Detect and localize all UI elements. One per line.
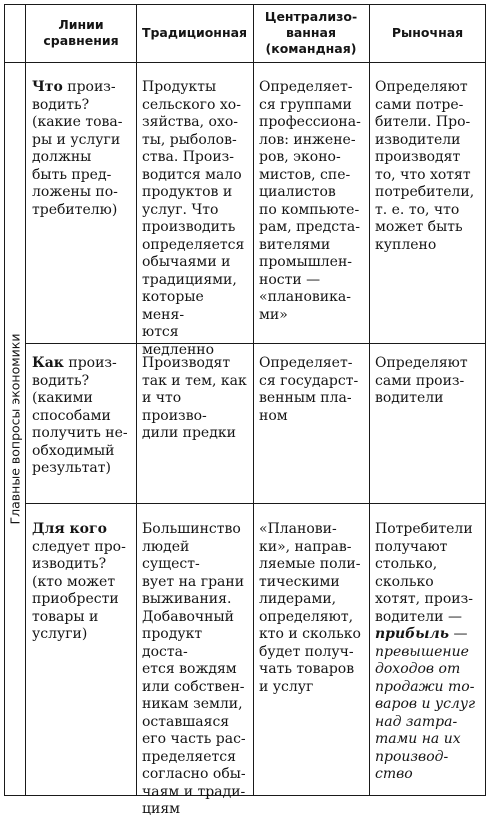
row-how-traditional: Производят так и тем, как и что произво- дили предки bbox=[142, 355, 247, 441]
row-how-command: Определяет- ся государст- венным пла- ном bbox=[259, 355, 359, 424]
market-plain-text: Потребители получают столько, сколько хотят, произ- водители — bbox=[375, 521, 473, 625]
row-what-question bbox=[26, 73, 136, 223]
row-whom-traditional: Большинство людей сущест- вует на грани выживания. Добавочный продукт доста- ется вождям или собствен- никам земли, оставшаяся его часть рас- пределяется согласно обы- чаям и тради- циям bbox=[142, 521, 246, 817]
row-how-market: Определяют сами произ- водители bbox=[375, 355, 468, 406]
question-keyword: Для кого bbox=[32, 521, 107, 537]
header-command: Централизо- ванная (командная) bbox=[264, 9, 358, 56]
header-comparison-lines: Линии сравнения bbox=[43, 17, 119, 48]
row-whom-question bbox=[26, 515, 136, 648]
header-market: Рыночная bbox=[391, 25, 464, 40]
side-label-cell bbox=[5, 63, 26, 795]
comparison-table bbox=[4, 4, 486, 817]
row-how-question bbox=[26, 349, 136, 482]
header-traditional: Традиционная bbox=[141, 25, 248, 40]
row-what-traditional: Продукты сельского хо- зяйства, охо- ты, рыболов- ства. Произ- водится мало продуктов и услуг. Что производить определяется обычаями и традициями, которые меня- ются медленно bbox=[142, 79, 245, 358]
row-whom-market bbox=[369, 515, 486, 788]
profit-definition: превышение доходов от продажи то- варов и услуг над затра- тами на их производ- ство bbox=[375, 643, 476, 782]
question-keyword: Что bbox=[32, 79, 63, 95]
row-whom-command: «Планови- ки», направ- ляемые поли- тическими лидерами, определяют, кто и сколько будет получ- чать товаров и услуг bbox=[259, 521, 361, 695]
profit-dash: — bbox=[449, 626, 468, 642]
row-divider bbox=[26, 343, 485, 344]
table-header bbox=[5, 5, 485, 63]
side-label: Главные вопросы экономики bbox=[7, 333, 23, 525]
column-divider bbox=[25, 5, 26, 63]
row-what-market: Определяют сами потре- бители. Про- изводители производят то, что хотят потребители, т. е. то, что может быть куплено bbox=[375, 79, 475, 253]
question-keyword: Как bbox=[32, 355, 64, 371]
row-what-command: Определяет- ся группами профессиона- лов: инжене- ров, эконо- мистов, спе- циалистов по компьюте- рам, предста- вителями промышлен- ности — «плановика- ми» bbox=[259, 79, 361, 323]
question-text: следует про- изводить? (кто может приобрести товары и услуги) bbox=[32, 538, 126, 642]
profit-term: прибыль bbox=[375, 626, 449, 642]
question-text: произ- водить? (какие това- ры и услуги должны быть пред- ложены по- требителю) bbox=[32, 79, 123, 218]
question-text: произ- водить? (какими способами получить не- обходимый результат) bbox=[32, 355, 128, 476]
row-divider bbox=[26, 503, 485, 504]
